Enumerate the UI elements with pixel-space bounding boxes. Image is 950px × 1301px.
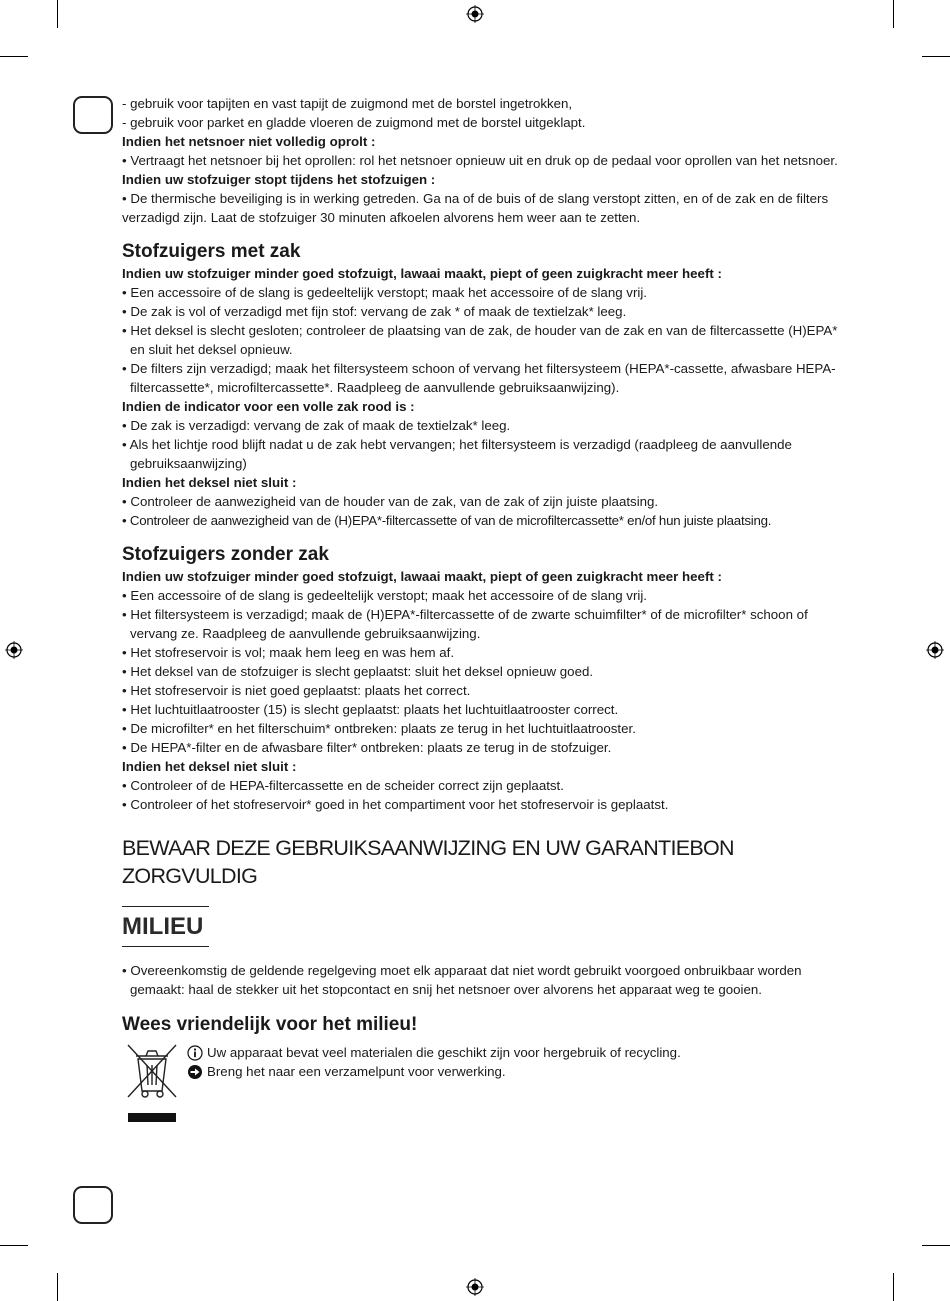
info-icon — [187, 1045, 203, 1061]
with-bag-lid-heading: Indien het deksel niet sluit : — [122, 475, 297, 490]
with-bag-suction-heading: Indien uw stofzuiger minder goed stofzuigt, lawaai maakt, piept of geen zuigkracht meer heeft : — [122, 266, 722, 281]
stops-text: • De thermische beveiliging is in werking getreden. Ga na of de buis of de slang verstopt zitten, en of de zak en de filters verzadigd zijn. Laat de stofzuiger 30 minuten afkoelen alvorens hem weer aan te zetten. — [122, 191, 829, 225]
with-bag-indicator-heading: Indien de indicator voor een volle zak rood is : — [122, 399, 415, 414]
cord-text: • Vertraagt het netsnoer bij het oprollen: rol het netsnoer opnieuw uit en druk op de pedaal voor oprollen van het netsnoer. — [122, 153, 838, 168]
crop-mark — [922, 56, 950, 57]
without-bag-title: Stofzuigers zonder zak — [122, 544, 329, 565]
crop-mark — [0, 1245, 28, 1246]
milieu-heading-box — [122, 906, 209, 947]
registration-mark-icon — [926, 641, 944, 659]
keep-notice: BEWAAR DEZE GEBRUIKSAANWIJZING EN UW GARANTIEBON ZORGVULDIG — [122, 836, 734, 888]
page-tab-bottom — [73, 1186, 113, 1224]
list-item: • Controleer of het stofreservoir* goed in het compartiment voor het stofreservoir is geplaatst. — [122, 797, 669, 812]
eco-block — [122, 1043, 855, 1123]
milieu-title: MILIEU — [122, 913, 204, 940]
document-body — [122, 94, 855, 1123]
list-item: • Controleer of de HEPA-filtercassette en de scheider correct zijn geplaatst. — [122, 778, 564, 793]
list-item: • Controleer de aanwezigheid van de houder van de zak, van de zak of zijn juiste plaatsing. — [122, 494, 659, 509]
stops-heading: Indien uw stofzuiger stopt tijdens het stofzuigen : — [122, 172, 436, 187]
without-bag-suction-heading: Indien uw stofzuiger minder goed stofzuigt, lawaai maakt, piept of geen zuigkracht meer heeft : — [122, 569, 722, 584]
list-item: • De filters zijn verzadigd; maak het filtersysteem schoon of vervang het filtersysteem (HEPA*-cassette, afwasbare HEPA-filtercassette*, microfiltercassette*. Raadpleeg de aanvullende gebruiksaanwijzing). — [122, 361, 836, 395]
arrow-right-icon — [187, 1064, 203, 1080]
registration-mark-icon — [5, 641, 23, 659]
list-item: • Een accessoire of de slang is gedeeltelijk verstopt; maak het accessoire of de slang vrij. — [122, 285, 647, 300]
intro-item: - gebruik voor tapijten en vast tapijt de zuigmond met de borstel ingetrokken, — [122, 96, 573, 111]
list-item: • De zak is verzadigd: vervang de zak of maak de textielzak* leeg. — [122, 418, 511, 433]
list-item: • Het stofreservoir is niet goed geplaatst: plaats het correct. — [122, 683, 471, 698]
crop-mark — [922, 1245, 950, 1246]
eco-info-line — [187, 1043, 681, 1062]
crossed-out-wheelie-bin-icon — [124, 1043, 180, 1123]
crop-mark — [57, 0, 58, 28]
registration-mark-icon — [466, 1278, 484, 1296]
list-item: • Als het lichtje rood blijft nadat u de zak hebt vervangen; het filtersysteem is verzadigd (raadpleeg de aanvullende gebruiksaanwijzing) — [122, 437, 792, 471]
list-item: • De microfilter* en het filterschuim* ontbreken: plaats ze terug in het luchtuitlaatrooster. — [122, 721, 636, 736]
without-bag-lid-heading: Indien het deksel niet sluit : — [122, 759, 297, 774]
list-item: • Het luchtuitlaatrooster (15) is slecht geplaatst: plaats het luchtuitlaatrooster correct. — [122, 702, 619, 717]
list-item: • Het stofreservoir is vol; maak hem leeg en was hem af. — [122, 645, 455, 660]
intro-item: - gebruik voor parket en gladde vloeren de zuigmond met de borstel uitgeklapt. — [122, 115, 586, 130]
with-bag-title: Stofzuigers met zak — [122, 241, 301, 262]
crop-mark — [893, 0, 894, 28]
list-item: • Het deksel van de stofzuiger is slecht geplaatst: sluit het deksel opnieuw goed. — [122, 664, 594, 679]
cord-heading: Indien het netsnoer niet volledig oprolt : — [122, 134, 376, 149]
crop-mark — [893, 1273, 894, 1301]
list-item: • Het deksel is slecht gesloten; controleer de plaatsing van de zak, de houder van de zak en van de filtercassette (H)EPA* en sluit het deksel opnieuw. — [122, 323, 838, 357]
list-item: • Een accessoire of de slang is gedeeltelijk verstopt; maak het accessoire of de slang vrij. — [122, 588, 647, 603]
list-item: • De zak is vol of verzadigd met fijn stof: vervang de zak * of maak de textielzak* leeg. — [122, 304, 627, 319]
milieu-text: • Overeenkomstig de geldende regelgeving moet elk apparaat dat niet wordt gebruikt voorgoed onbruikbaar worden gemaakt: haal de stekker uit het stopcontact en snij het netsnoer over alvorens het apparaat weg te gooien. — [122, 963, 802, 997]
registration-mark-icon — [466, 5, 484, 23]
crop-mark — [57, 1273, 58, 1301]
eco-arrow-line — [187, 1062, 681, 1081]
list-item: • Controleer de aanwezigheid van de (H)EPA*-filtercassette of van de microfiltercassette* en/of hun juiste plaatsing. — [122, 513, 772, 528]
crop-mark — [0, 56, 28, 57]
eco-line-1: Uw apparaat bevat veel materialen die geschikt zijn voor hergebruik of recycling. — [207, 1045, 681, 1060]
eco-title: Wees vriendelijk voor het milieu! — [122, 1014, 418, 1035]
list-item: • De HEPA*-filter en de afwasbare filter* ontbreken: plaats ze terug in de stofzuiger. — [122, 740, 612, 755]
page-tab-top — [73, 96, 113, 134]
eco-line-2: Breng het naar een verzamelpunt voor verwerking. — [207, 1064, 506, 1079]
list-item: • Het filtersysteem is verzadigd; maak de (H)EPA*-filtercassette of de zwarte schuimfilter* of de microfilter* schoon of vervang ze. Raadpleeg de aanvullende gebruiksaanwijzing. — [122, 607, 808, 641]
